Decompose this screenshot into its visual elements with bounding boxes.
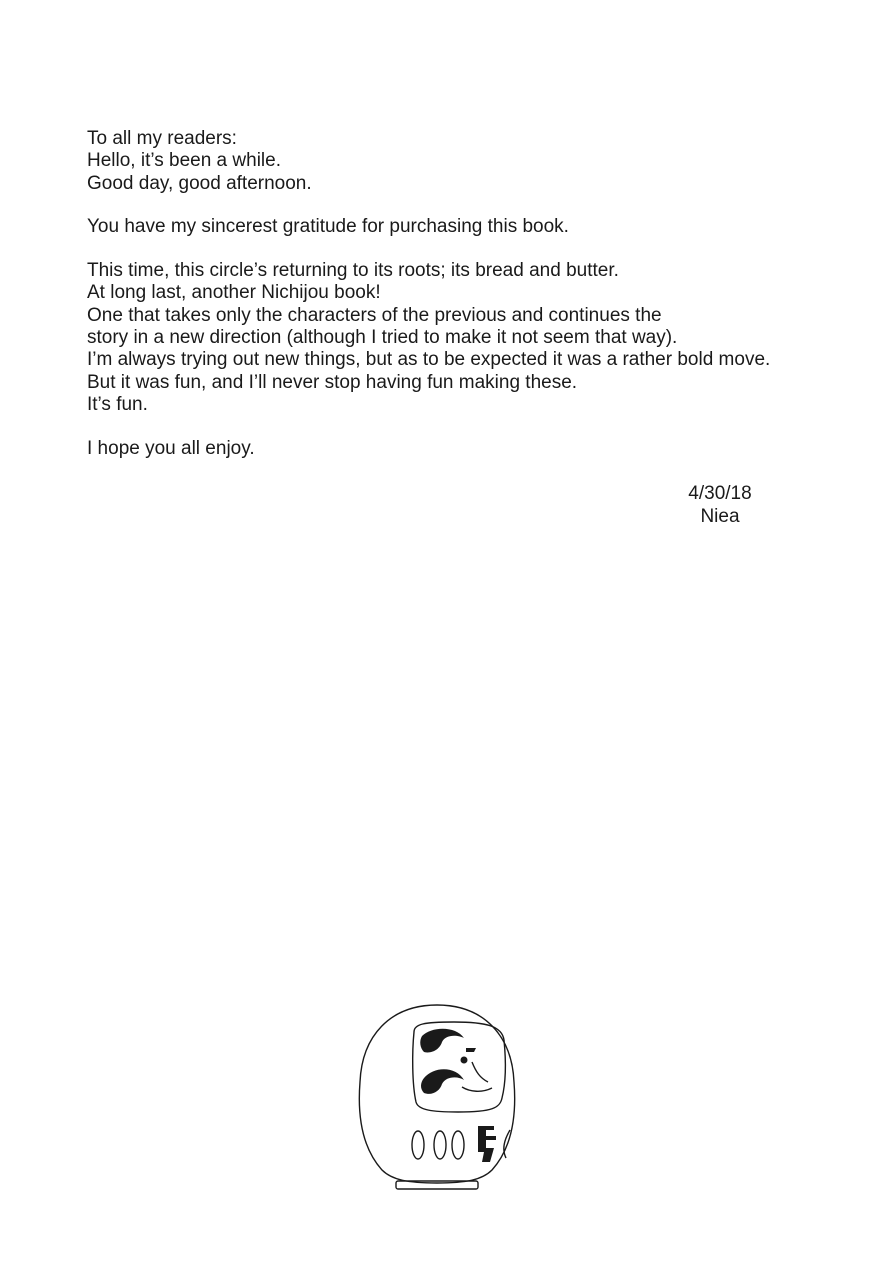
letter-line: At long last, another Nichijou book! <box>87 282 381 304</box>
letter-line: Good day, good afternoon. <box>87 172 312 194</box>
paragraph-gap <box>87 195 857 217</box>
paragraph-main <box>87 260 857 416</box>
letter-line: story in a new direction (although I tried to make it not seem that way). <box>87 327 678 349</box>
letter-line: To all my readers: <box>87 128 237 149</box>
signature-block <box>676 482 764 528</box>
daruma-bead <box>452 1131 464 1159</box>
daruma-doll-icon <box>354 1002 520 1192</box>
daruma-eyebrow <box>421 1069 464 1094</box>
paragraph-closing <box>87 438 857 460</box>
letter-line: You have my sincerest gratitude for purchasing this book. <box>87 216 569 238</box>
letter-line: But it was fun, and I’ll never stop having fun making these. <box>87 371 578 393</box>
daruma-fortune-kanji <box>478 1126 496 1162</box>
letter-line: This time, this circle’s returning to its roots; its bread and butter. <box>87 260 619 282</box>
letter-line: One that takes only the characters of the previous and continues the <box>87 304 662 326</box>
paragraph-gap <box>87 239 857 261</box>
letter-line: I hope you all enjoy. <box>87 437 255 459</box>
daruma-eye <box>461 1057 468 1064</box>
letter-body <box>87 128 857 460</box>
daruma-bead <box>434 1131 446 1159</box>
paragraph-gap <box>87 416 857 438</box>
letter-line: I’m always trying out new things, but as to be expected it was a rather bold move. <box>87 349 771 371</box>
daruma-beard-mark <box>466 1048 476 1052</box>
letter-line: Hello, it’s been a while. <box>87 150 281 172</box>
daruma-base <box>396 1181 478 1189</box>
paragraph-greeting <box>87 128 857 195</box>
letter-line: It’s fun. <box>87 393 148 415</box>
daruma-eyebrow <box>420 1029 464 1053</box>
daruma-cheek-line <box>472 1062 488 1082</box>
signature-name: Niea <box>700 506 740 527</box>
paragraph-gratitude <box>87 216 857 238</box>
daruma-mouth-line <box>462 1087 492 1091</box>
daruma-bead <box>412 1131 424 1159</box>
signature-date: 4/30/18 <box>688 483 752 504</box>
